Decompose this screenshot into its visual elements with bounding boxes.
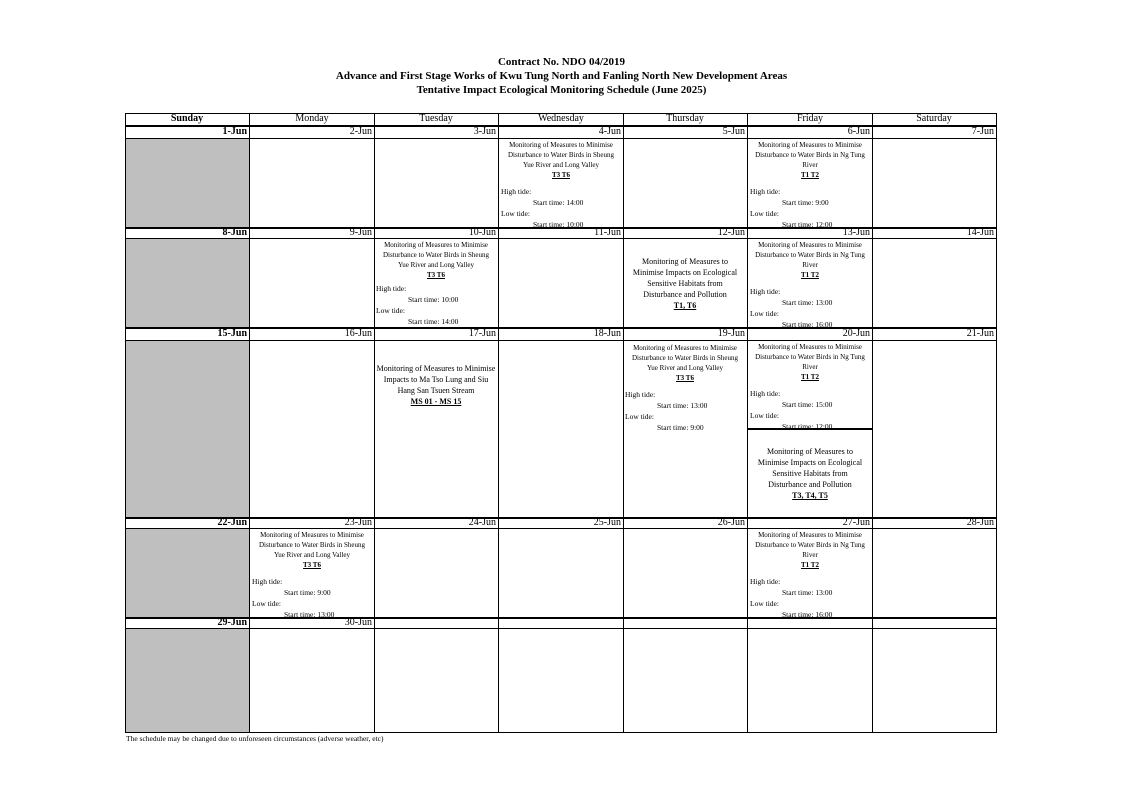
event-title: Monitoring of Measures to Minimise Impacts on Ecological Sensitive Habitats from Disturbance and Pollution (757, 447, 863, 489)
high-tide-label: High tide: (750, 287, 781, 296)
date-label: 2-Jun (349, 126, 372, 137)
event-code: T1 T2 (801, 171, 819, 179)
high-tide-label: High tide: (750, 389, 781, 398)
event-code: T3, T4, T5 (792, 491, 828, 500)
low-tide-label: Low tide: (750, 309, 779, 318)
date-label: 12-Jun (717, 227, 745, 238)
date-label: 25-Jun (593, 517, 621, 528)
event-title: Monitoring of Measures to Minimise Impacts on Ecological Sensitive Habitats from Disturbance and Pollution (632, 257, 738, 299)
event-code: T3 T6 (552, 171, 570, 179)
date-label: 27-Jun (842, 517, 870, 528)
event-title: Monitoring of Measures to Minimise Impacts to Ma Tso Lung and Siu Hang San Tsuen Stream (376, 364, 496, 395)
date-label: 4-Jun (598, 126, 621, 137)
footer-note: The schedule may be changed due to unforeseen circumstances (adverse weather, etc) (126, 734, 384, 743)
event-water-birds-ng-tung (749, 240, 871, 330)
event-code: T1 T2 (801, 561, 819, 569)
event-ma-tso-lung-stream (376, 363, 496, 407)
sunday-shade (125, 529, 249, 617)
event-water-birds-sheung-yue (624, 343, 746, 433)
event-code: MS 01 - MS 15 (410, 397, 462, 406)
day-header-wednesday: Wednesday (538, 113, 584, 124)
event-water-birds-ng-tung (749, 140, 871, 230)
date-label: 5-Jun (722, 126, 745, 137)
date-label: 14-Jun (966, 227, 994, 238)
low-tide-time: Start time: 10:00 (533, 220, 584, 229)
day-header-friday: Friday (796, 113, 824, 124)
contract-number: Contract No. NDO 04/2019 (497, 56, 626, 68)
event-water-birds-sheung-yue (375, 240, 497, 327)
date-label: 20-Jun (842, 328, 870, 339)
event-title: Monitoring of Measures to Minimise Disturbance to Water Birds in Sheung Yue River and Long Valley (507, 141, 615, 169)
date-label: 23-Jun (344, 517, 372, 528)
event-water-birds-ng-tung (749, 342, 871, 432)
date-label: 29-Jun (217, 617, 247, 628)
day-header-thursday: Thursday (666, 113, 704, 124)
event-title: Monitoring of Measures to Minimise Disturbance to Water Birds in Ng Tung River (755, 531, 865, 559)
high-tide-time: Start time: 9:00 (782, 198, 829, 207)
event-title: Monitoring of Measures to Minimise Disturbance to Water Birds in Sheung Yue River and Long Valley (382, 241, 490, 269)
day-header-sunday: Sunday (170, 113, 204, 124)
date-label: 22-Jun (217, 517, 247, 528)
low-tide-time: Start time: 14:00 (408, 317, 459, 326)
low-tide-time: Start time: 12:00 (782, 220, 833, 229)
low-tide-label: Low tide: (625, 412, 654, 421)
date-label: 15-Jun (217, 328, 247, 339)
event-code: T3 T6 (427, 271, 445, 279)
date-label: 16-Jun (344, 328, 372, 339)
low-tide-time: Start time: 16:00 (782, 610, 833, 619)
event-ecological-habitats (627, 256, 743, 311)
event-ecological-habitats (752, 446, 868, 501)
high-tide-time: Start time: 10:00 (408, 295, 459, 304)
low-tide-label: Low tide: (252, 599, 281, 608)
high-tide-time: Start time: 13:00 (782, 588, 833, 597)
date-label: 19-Jun (717, 328, 745, 339)
date-label: 8-Jun (222, 227, 247, 238)
date-label: 3-Jun (473, 126, 496, 137)
day-header-tuesday: Tuesday (419, 113, 453, 124)
date-label: 17-Jun (468, 328, 496, 339)
high-tide-label: High tide: (625, 390, 656, 399)
date-label: 28-Jun (966, 517, 994, 528)
event-code: T3 T6 (676, 374, 694, 382)
high-tide-label: High tide: (750, 577, 781, 586)
schedule-title: Tentative Impact Ecological Monitoring Schedule (June 2025) (416, 84, 707, 96)
event-water-birds-ng-tung (749, 530, 871, 620)
calendar-grid (125, 113, 997, 733)
high-tide-time: Start time: 13:00 (782, 298, 833, 307)
date-label: 9-Jun (349, 227, 372, 238)
day-header-saturday: Saturday (916, 113, 952, 124)
event-code: T1 T2 (801, 271, 819, 279)
date-label: 24-Jun (468, 517, 496, 528)
event-title: Monitoring of Measures to Minimise Disturbance to Water Birds in Ng Tung River (755, 343, 865, 371)
event-code: T1, T6 (673, 301, 697, 310)
date-label: 1-Jun (222, 126, 247, 137)
low-tide-label: Low tide: (501, 209, 530, 218)
high-tide-time: Start time: 13:00 (657, 401, 708, 410)
low-tide-label: Low tide: (376, 306, 405, 315)
project-title: Advance and First Stage Works of Kwu Tung North and Fanling North New Development Areas (335, 70, 788, 82)
sunday-shade (125, 629, 249, 733)
low-tide-time: Start time: 13:00 (284, 610, 335, 619)
low-tide-label: Low tide: (750, 209, 779, 218)
high-tide-label: High tide: (750, 187, 781, 196)
date-label: 10-Jun (468, 227, 496, 238)
day-header-monday: Monday (295, 113, 329, 124)
low-tide-time: Start time: 9:00 (657, 423, 704, 432)
low-tide-time: Start time: 12:00 (782, 422, 833, 431)
event-water-birds-sheung-yue (251, 530, 373, 620)
low-tide-label: Low tide: (750, 599, 779, 608)
sunday-shade (125, 139, 249, 227)
date-label: 21-Jun (966, 328, 994, 339)
date-label: 7-Jun (971, 126, 994, 137)
low-tide-label: Low tide: (750, 411, 779, 420)
date-label: 11-Jun (594, 227, 621, 238)
date-label: 13-Jun (842, 227, 870, 238)
high-tide-time: Start time: 14:00 (533, 198, 584, 207)
event-code: T3 T6 (303, 561, 321, 569)
date-label: 30-Jun (344, 617, 372, 628)
event-title: Monitoring of Measures to Minimise Disturbance to Water Birds in Sheung Yue River and Long Valley (631, 344, 739, 372)
date-label: 26-Jun (717, 517, 745, 528)
high-tide-label: High tide: (252, 577, 283, 586)
date-label: 18-Jun (593, 328, 621, 339)
low-tide-time: Start time: 16:00 (782, 320, 833, 329)
high-tide-time: Start time: 15:00 (782, 400, 833, 409)
event-water-birds-sheung-yue (500, 140, 622, 230)
sunday-shade (125, 341, 249, 517)
high-tide-time: Start time: 9:00 (284, 588, 331, 597)
event-title: Monitoring of Measures to Minimise Disturbance to Water Birds in Ng Tung River (755, 141, 865, 169)
event-code: T1 T2 (801, 373, 819, 381)
high-tide-label: High tide: (376, 284, 407, 293)
date-label: 6-Jun (847, 126, 870, 137)
high-tide-label: High tide: (501, 187, 532, 196)
sunday-shade (125, 239, 249, 327)
event-title: Monitoring of Measures to Minimise Disturbance to Water Birds in Sheung Yue River and Long Valley (258, 531, 366, 559)
event-title: Monitoring of Measures to Minimise Disturbance to Water Birds in Ng Tung River (755, 241, 865, 269)
